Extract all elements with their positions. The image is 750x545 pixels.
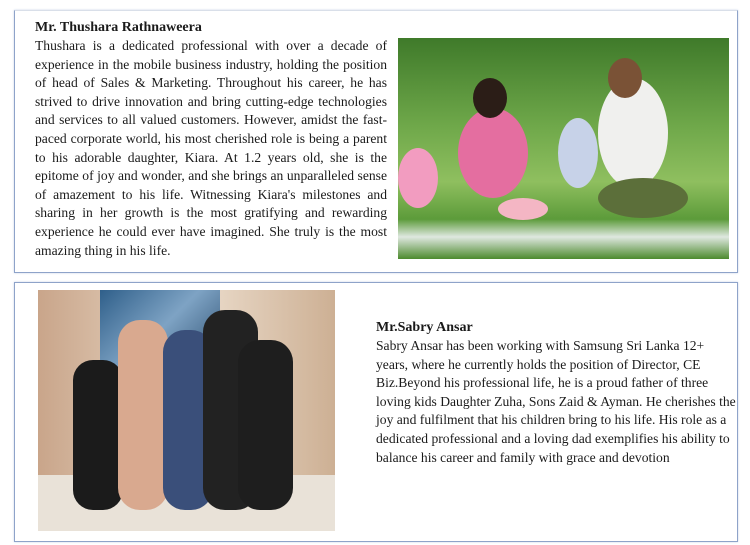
family-photo bbox=[38, 290, 335, 531]
family-photo bbox=[398, 38, 729, 259]
profile-name: Mr.Sabry Ansar bbox=[376, 320, 473, 335]
profile-card-thushara bbox=[14, 10, 738, 273]
profile-text bbox=[35, 19, 387, 260]
profile-name: Mr. Thushara Rathnaweera bbox=[35, 20, 202, 35]
profile-card-sabry bbox=[14, 282, 738, 542]
profile-bio: Thushara is a dedicated professional with over a decade of experience in the mobile business industry, holding the position of head of Sales & Marketing. Throughout his career, he has strived to drive innovation and bring cutting-edge technologies and services to all valued customers. However, amidst the fast-paced corporate world, his most cherished role is being a parent to his adorable daughter, Kiara. At 1.2 years old, she is the epitome of joy and wonder, and she brings an unparalleled sense of amazement to his life. Witnessing Kiara's milestones and sharing in her growth is the most gratifying and rewarding experience he could ever have imagined. She truly is the most amazing thing in his life. bbox=[35, 38, 387, 258]
profile-bio: Sabry Ansar has been working with Samsung Sri Lanka 12+ years, where he currently holds the position of Director, CE Biz.Beyond his professional life, he is a proud father of three loving kids Daughter Zuha, Sons Zaid & Ayman. He cherishes the joy and fulfilment that his children bring to his life. His role as a dedicated professional and a loving dad exemplifies his ability to balance his career and family with grace and devotion bbox=[376, 338, 736, 465]
profile-text bbox=[376, 319, 736, 467]
